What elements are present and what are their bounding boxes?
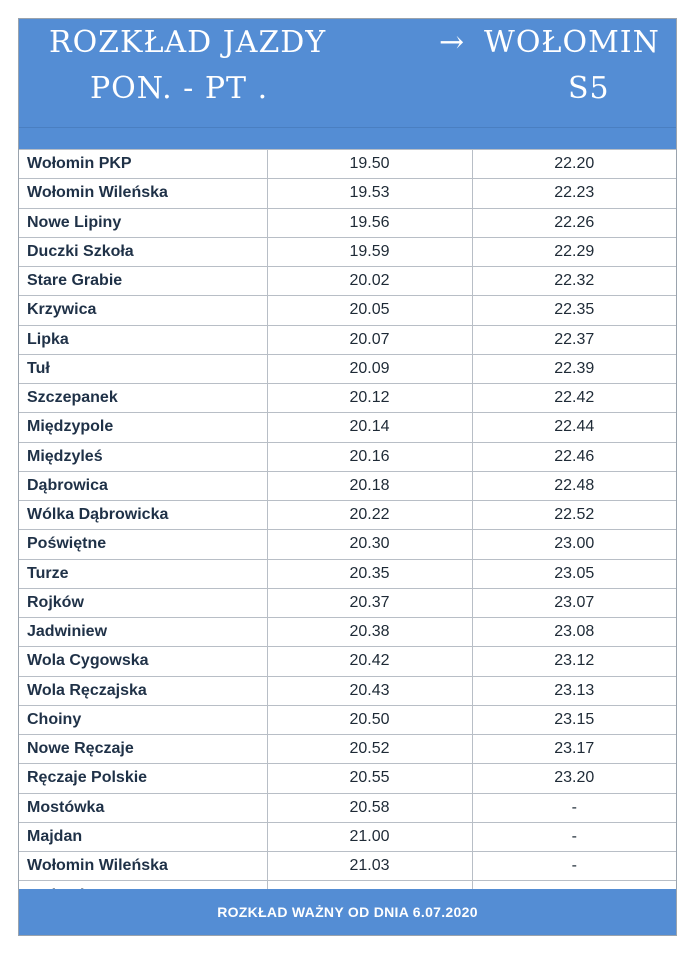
- table-row: [19, 442, 676, 471]
- departure-time-1: 19.56: [267, 208, 472, 237]
- stop-name: Szczepanek: [19, 384, 267, 413]
- departure-time-2: -: [472, 852, 676, 881]
- departure-time-2: 23.05: [472, 559, 676, 588]
- stop-name: Lipka: [19, 325, 267, 354]
- departure-time-2: 22.52: [472, 501, 676, 530]
- departure-time-2: 23.20: [472, 764, 676, 793]
- departure-time-2: 22.29: [472, 237, 676, 266]
- stop-name: Poświętne: [19, 530, 267, 559]
- table-row: [19, 822, 676, 851]
- table-row: [19, 588, 676, 617]
- line-number: S5: [568, 71, 610, 106]
- table-row: [19, 559, 676, 588]
- departure-time-1: 19.59: [267, 237, 472, 266]
- stop-name: Nowe Ręczaje: [19, 735, 267, 764]
- table-row: [19, 618, 676, 647]
- table-row: [19, 676, 676, 705]
- table-row: [19, 296, 676, 325]
- direction-arrow-icon: →: [439, 25, 466, 60]
- departure-time-2: 23.15: [472, 705, 676, 734]
- departure-time-1: 20.16: [267, 442, 472, 471]
- departure-time-1: 21.00: [267, 822, 472, 851]
- table-row: [19, 852, 676, 881]
- table-row: [19, 764, 676, 793]
- header-divider-strip: [19, 127, 676, 149]
- service-days: PON. - PT .: [90, 71, 269, 106]
- departure-time-1: 20.12: [267, 384, 472, 413]
- validity-footer: ROZKŁAD WAŻNY OD DNIA 6.07.2020: [19, 889, 676, 935]
- stop-name: Turze: [19, 559, 267, 588]
- stop-name: Wołomin PKP: [19, 150, 267, 179]
- departure-time-1: 20.07: [267, 325, 472, 354]
- timetable-sheet: [18, 18, 677, 936]
- stop-name: Jadwiniew: [19, 618, 267, 647]
- stop-name: Międzyleś: [19, 442, 267, 471]
- departure-time-2: 22.48: [472, 471, 676, 500]
- departure-time-2: 22.44: [472, 413, 676, 442]
- stop-name: Choiny: [19, 705, 267, 734]
- departure-time-1: 20.35: [267, 559, 472, 588]
- departure-time-2: 22.26: [472, 208, 676, 237]
- stop-name: Wołomin Wileńska: [19, 852, 267, 881]
- departure-time-2: 23.13: [472, 676, 676, 705]
- departure-time-2: 23.17: [472, 735, 676, 764]
- departure-time-2: -: [472, 822, 676, 851]
- stop-name: Majdan: [19, 822, 267, 851]
- departure-time-1: 20.58: [267, 793, 472, 822]
- departure-time-2: -: [472, 793, 676, 822]
- departure-time-1: 20.30: [267, 530, 472, 559]
- table-row: [19, 208, 676, 237]
- departure-time-2: 22.32: [472, 267, 676, 296]
- departure-time-2: 23.08: [472, 618, 676, 647]
- stop-name: Dąbrowica: [19, 471, 267, 500]
- table-row: [19, 237, 676, 266]
- timetable-rows: [19, 150, 676, 911]
- departure-time-1: 20.43: [267, 676, 472, 705]
- departure-time-2: 22.46: [472, 442, 676, 471]
- departure-time-2: 23.07: [472, 588, 676, 617]
- departure-time-1: 20.18: [267, 471, 472, 500]
- stop-name: Mostówka: [19, 793, 267, 822]
- stop-name: Wola Ręczajska: [19, 676, 267, 705]
- departure-time-1: 20.37: [267, 588, 472, 617]
- departure-time-1: 20.52: [267, 735, 472, 764]
- stop-name: Wola Cygowska: [19, 647, 267, 676]
- table-row: [19, 413, 676, 442]
- table-row: [19, 325, 676, 354]
- table-row: [19, 384, 676, 413]
- stop-name: Wołomin Wileńska: [19, 179, 267, 208]
- stop-name: Stare Grabie: [19, 267, 267, 296]
- departure-time-1: 20.09: [267, 354, 472, 383]
- table-row: [19, 179, 676, 208]
- departure-time-1: 20.02: [267, 267, 472, 296]
- departure-time-1: 19.53: [267, 179, 472, 208]
- table-row: [19, 501, 676, 530]
- departure-time-2: 22.39: [472, 354, 676, 383]
- timetable-header: [19, 19, 676, 127]
- departure-time-1: 21.03: [267, 852, 472, 881]
- departure-time-1: 20.38: [267, 618, 472, 647]
- table-row: [19, 647, 676, 676]
- departure-time-2: 23.00: [472, 530, 676, 559]
- departure-time-2: 22.37: [472, 325, 676, 354]
- table-row: [19, 150, 676, 179]
- departure-time-1: 20.14: [267, 413, 472, 442]
- departure-time-2: 22.42: [472, 384, 676, 413]
- timetable-table: [19, 149, 676, 910]
- stop-name: Ręczaje Polskie: [19, 764, 267, 793]
- departure-time-1: 20.22: [267, 501, 472, 530]
- departure-time-1: 20.42: [267, 647, 472, 676]
- stop-name: Rojków: [19, 588, 267, 617]
- departure-time-2: 22.20: [472, 150, 676, 179]
- departure-time-1: 20.50: [267, 705, 472, 734]
- stop-name: Krzywica: [19, 296, 267, 325]
- table-row: [19, 471, 676, 500]
- table-row: [19, 735, 676, 764]
- table-row: [19, 530, 676, 559]
- departure-time-1: 19.50: [267, 150, 472, 179]
- stop-name: Międzypole: [19, 413, 267, 442]
- destination-name: WOŁOMIN: [484, 25, 660, 60]
- departure-time-1: 20.55: [267, 764, 472, 793]
- stop-name: Nowe Lipiny: [19, 208, 267, 237]
- table-row: [19, 354, 676, 383]
- stop-name: Wólka Dąbrowicka: [19, 501, 267, 530]
- stop-name: Duczki Szkoła: [19, 237, 267, 266]
- departure-time-1: 20.05: [267, 296, 472, 325]
- table-row: [19, 705, 676, 734]
- departure-time-2: 22.35: [472, 296, 676, 325]
- departure-time-2: 22.23: [472, 179, 676, 208]
- timetable-title: ROZKŁAD JAZDY: [49, 25, 327, 60]
- table-row: [19, 793, 676, 822]
- departure-time-2: 23.12: [472, 647, 676, 676]
- stop-name: Tuł: [19, 354, 267, 383]
- table-row: [19, 267, 676, 296]
